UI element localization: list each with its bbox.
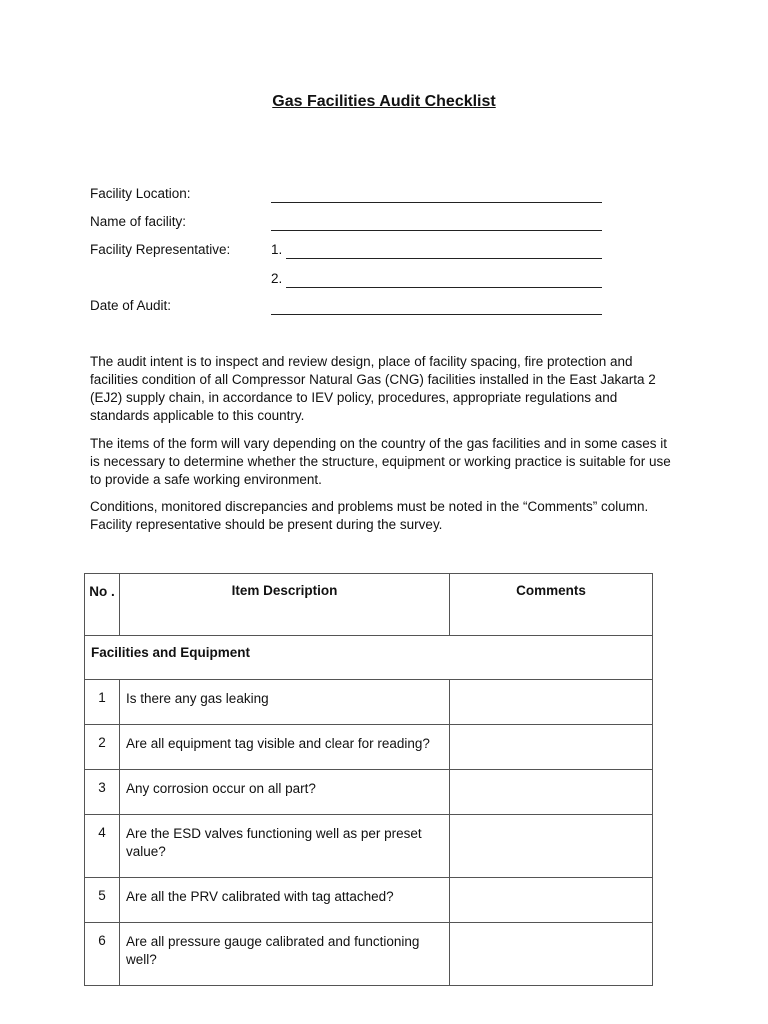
row-comments-cell[interactable] [450, 680, 653, 725]
row-comments-cell[interactable] [450, 815, 653, 878]
header-item-description: Item Description [120, 574, 450, 636]
table-row [85, 725, 653, 770]
audit-checklist-table [84, 573, 653, 986]
field-date-of-audit [90, 298, 610, 318]
facility-name-label: Name of facility: [90, 214, 187, 229]
row-number: 3 [85, 770, 120, 815]
intro-paragraph: The audit intent is to inspect and review design, place of facility spacing, fire protection and facilities condition of all Compressor Natural Gas (CNG) facilities installed in the East Jakarta 2 (EJ2) supply chain, in accordance to IEV policy, procedures, appropriate regulations and standards applicable to this country. [90, 354, 656, 423]
row-number: 1 [85, 680, 120, 725]
row-number: 2 [85, 725, 120, 770]
facility-location-blank[interactable] [271, 186, 602, 203]
row-comments-cell[interactable] [450, 923, 653, 986]
date-of-audit-label: Date of Audit: [90, 298, 172, 313]
row-description: Are all the PRV calibrated with tag attached? [120, 878, 450, 923]
row-comments-cell[interactable] [450, 770, 653, 815]
representative-1-blank[interactable] [286, 242, 602, 259]
section-facilities-and-equipment: Facilities and Equipment [85, 636, 653, 680]
row-comments-cell[interactable] [450, 878, 653, 923]
header-comments: Comments [450, 574, 653, 636]
row-description: Are the ESD valves functioning well as per preset value? [120, 815, 450, 878]
row-description: Are all equipment tag visible and clear for reading? [120, 725, 450, 770]
field-facility-location [90, 186, 610, 206]
representative-2-blank[interactable] [286, 271, 602, 288]
table-row [85, 923, 653, 986]
field-facility-representative-2 [90, 271, 610, 291]
row-description: Any corrosion occur on all part? [120, 770, 450, 815]
section-row [85, 636, 653, 680]
document-title: Gas Facilities Audit Checklist [272, 93, 496, 110]
table-row [85, 878, 653, 923]
representative-number-2: 2. [271, 271, 283, 286]
facility-representative-label: Facility Representative: [90, 242, 231, 257]
header-no: No . [85, 574, 120, 636]
field-facility-name [90, 214, 610, 234]
row-description: Is there any gas leaking [120, 680, 450, 725]
row-description: Are all pressure gauge calibrated and functioning well? [120, 923, 450, 986]
row-comments-cell[interactable] [450, 725, 653, 770]
field-facility-representative [90, 242, 610, 262]
table-row [85, 770, 653, 815]
row-number: 6 [85, 923, 120, 986]
row-number: 5 [85, 878, 120, 923]
facility-name-blank[interactable] [271, 214, 602, 231]
scope-paragraph: The items of the form will vary depending on the country of the gas facilities and in some cases it is necessary to determine whether the structure, equipment or working practice is suitable for use to provide a safe working environment. [90, 436, 671, 487]
table-header-row [85, 574, 653, 636]
facility-location-label: Facility Location: [90, 186, 191, 201]
date-of-audit-blank[interactable] [271, 298, 602, 315]
representative-number-1: 1. [271, 242, 283, 257]
table-row [85, 815, 653, 878]
table-row [85, 680, 653, 725]
conditions-paragraph: Conditions, monitored discrepancies and problems must be noted in the “Comments” column. Facility representative should be present during the survey. [90, 499, 649, 532]
row-number: 4 [85, 815, 120, 878]
